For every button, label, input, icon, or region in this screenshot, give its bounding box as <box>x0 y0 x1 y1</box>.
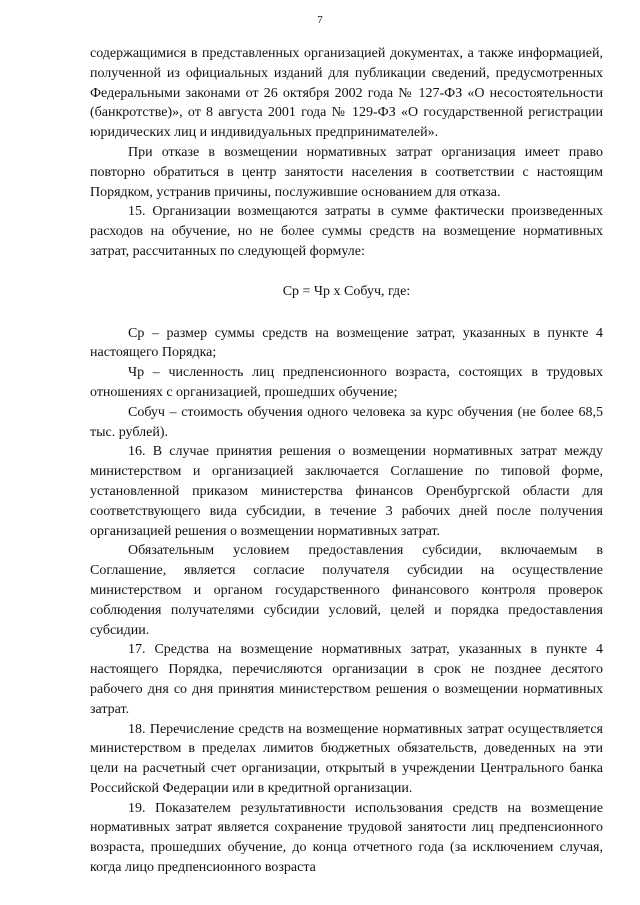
paragraph-continuation: содержащимися в представленных организацией документах, а также информацией, полученной из официальных изданий для публикации сведений, предусмотренных Федеральными законами от 26 октября 2002 года № 127-ФЗ «О несостоятельности (банкротстве)», от 8 августа 2001 года № 129-ФЗ «О государственной регистрации юридических лиц и индивидуальных предпринимателей». <box>90 46 603 141</box>
formula-definition-sobuch: Собуч – стоимость обучения одного человека за курс обучения (не более 68,5 тыс. рублей). <box>90 404 603 440</box>
paragraph-clause-16: 16. В случае принятия решения о возмещении нормативных затрат между министерством и организацией заключается Соглашение по типовой форме, установленной приказом министерства финансов Оренбургской области для соответствующего вида субсидии, в течение 3 рабочих дней после получения организацией решения о возмещении нормативных затрат. <box>90 444 603 539</box>
paragraph-clause-15: 15. Организации возмещаются затраты в сумме фактически произведенных расходов на обучение, но не более суммы средств на возмещение нормативных затрат, рассчитанных по следующей формуле: <box>90 204 603 259</box>
paragraph-mandatory-condition: Обязательным условием предоставления субсидии, включаемым в Соглашение, является согласие получателя субсидии на осуществление министерством и органом государственного финансового контроля проверок соблюдения получателями субсидии условий, целей и порядка предоставления субсидии. <box>90 543 603 638</box>
paragraph-clause-19: 19. Показателем результативности использования средств на возмещение нормативных затрат является сохранение трудовой занятости лиц предпенсионного возраста, прошедших обучение, до конца отчетного года (за исключением случая, когда лицо предпенсионного возраста <box>90 800 603 876</box>
paragraph-clause-18: 18. Перечисление средств на возмещение нормативных затрат осуществляется министерством в пределах лимитов бюджетных обязательств, доведенных на эти цели на расчетный счет организации, открытый в учреждении Центрального банка Российской Федерации или в кредитной организации. <box>90 721 603 796</box>
page-number: 7 <box>317 14 323 26</box>
paragraph-refusal: При отказе в возмещении нормативных затрат организация имеет право повторно обратиться в центр занятости населения в соответствии с настоящим Порядком, устранив причины, послужившие основанием для отказа. <box>90 144 603 200</box>
formula-definition-chr: Чр – численность лиц предпенсионного возраста, состоящих в трудовых отношениях с организацией, прошедших обучение; <box>90 365 603 400</box>
paragraph-clause-17: 17. Средства на возмещение нормативных затрат, указанных в пункте 4 настоящего Порядка, перечисляются организации в срок не позднее десятого рабочего дня со дня принятия министерством решения о возмещении нормативных затрат. <box>90 642 603 717</box>
formula: Ср = Чр х Собуч, где: <box>282 283 411 299</box>
document-body <box>90 44 603 878</box>
formula-definition-cp: Ср – размер суммы средств на возмещение затрат, указанных в пункте 4 настоящего Порядка; <box>90 325 603 361</box>
